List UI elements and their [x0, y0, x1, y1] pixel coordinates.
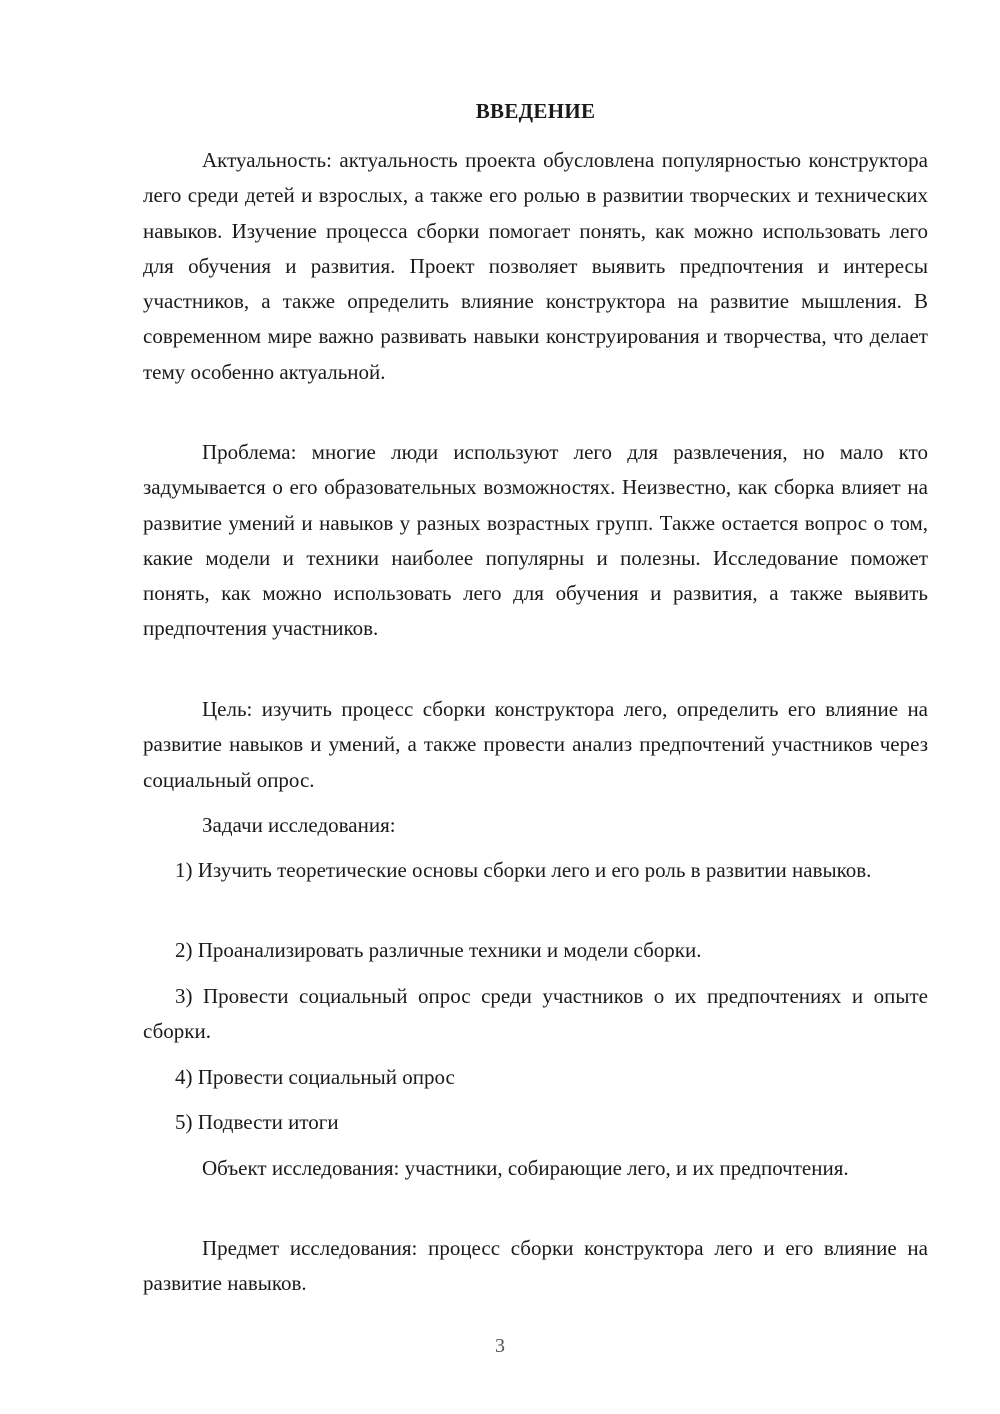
- problem-paragraph: Проблема: многие люди используют лего для развлечения, но мало кто задумывается о его образовательных возможностях. Неизвестно, как сборка влияет на развитие умений и навыков у разных возрастных групп. Также остается вопрос о том, какие модели и техники наиболее популярны и полезны. Исследование поможет понять, как можно использовать лего для обучения и развития, а также выявить предпочтения участников.: [143, 440, 928, 641]
- relevance-paragraph: Актуальность: актуальность проекта обусловлена популярностью конструктора лего среди детей и взрослых, а также его ролью в развитии творческих и технических навыков. Изучение процесса сборки помогает понять, как можно использовать лего для обучения и развития. Проект позволяет выявить предпочтения и интересы участников, а также определить влияние конструктора на развитие мышления. В современном мире важно развивать навыки конструирования и творчества, что делает тему особенно актуальной.: [143, 148, 928, 384]
- goal-paragraph: Цель: изучить процесс сборки конструктора лего, определить его влияние на развитие навыков и умений, а также провести анализ предпочтений участников через социальный опрос.: [143, 697, 928, 792]
- task-item-3: 3) Провести социальный опрос среди участников о их предпочтениях и опыте сборки.: [143, 984, 928, 1044]
- object-paragraph: Объект исследования: участники, собирающие лего, и их предпочтения.: [202, 1156, 849, 1180]
- tasks-heading: Задачи исследования:: [202, 813, 396, 837]
- page-title: ВВЕДЕНИЕ: [475, 99, 596, 123]
- task-item-5: 5) Подвести итоги: [175, 1110, 339, 1134]
- task-item-4: 4) Провести социальный опрос: [175, 1065, 455, 1089]
- page-number: 3: [495, 1335, 505, 1357]
- task-item-1: 1) Изучить теоретические основы сборки лего и его роль в развитии навыков.: [175, 858, 872, 882]
- task-item-2: 2) Проанализировать различные техники и модели сборки.: [175, 938, 702, 962]
- subject-paragraph: Предмет исследования: процесс сборки конструктора лего и его влияние на развитие навыков.: [143, 1236, 928, 1296]
